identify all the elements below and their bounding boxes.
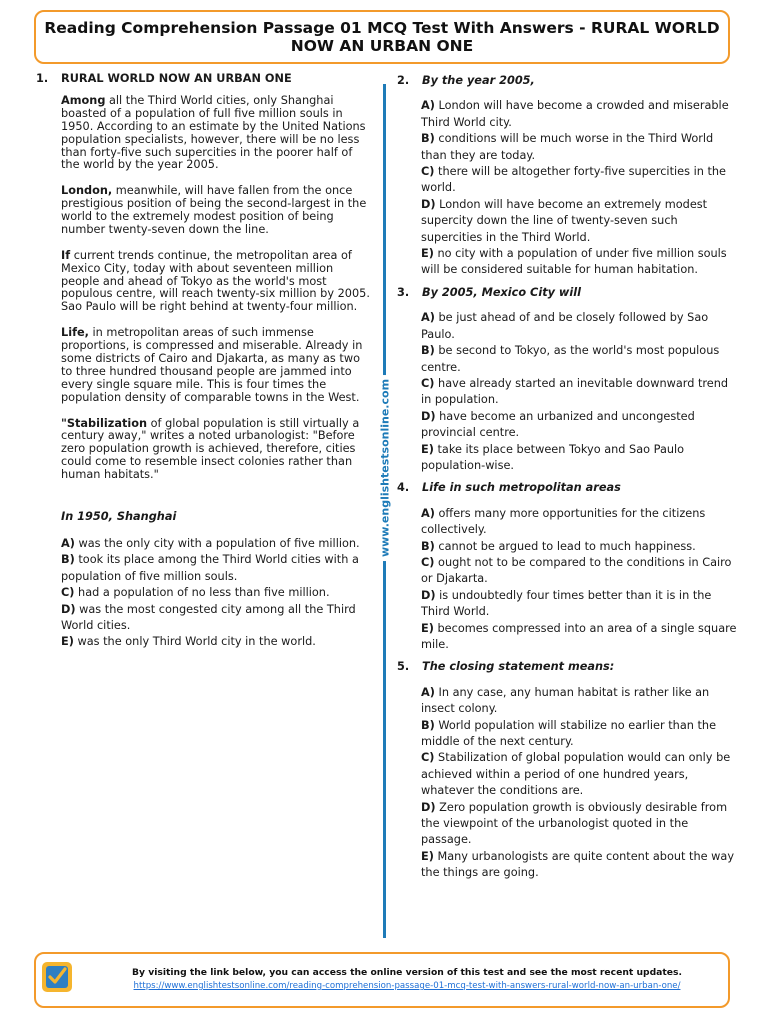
option-text: World population will stabilize no earlier than the middle of the next century. <box>421 718 717 749</box>
paragraph-text: all the Third World cities, only Shanghai boasted of a population of full five million souls in 1950. According to an estimate by the United Nations population specialists, however, there will be no less than forty-five such supercities in the poorer half of the world by the year 2005. <box>61 93 366 172</box>
option-text: London will have become a crowded and miserable Third World city. <box>421 99 729 129</box>
question-stem: By the year 2005, <box>422 74 535 87</box>
question-stem: By 2005, Mexico City will <box>422 285 581 299</box>
checkmark-icon <box>46 966 68 988</box>
passage-paragraph <box>61 250 374 315</box>
option-letter: B) <box>421 539 435 553</box>
option-b[interactable] <box>421 343 737 376</box>
option-text: no city with a population of under five million souls will be considered suitable for human habitation. <box>421 247 727 277</box>
option-e[interactable] <box>421 442 737 475</box>
option-letter: E) <box>421 247 434 261</box>
question-5-options <box>421 685 737 882</box>
option-text: cannot be argued to lead to much happiness. <box>434 539 696 553</box>
passage-paragraph <box>61 327 374 404</box>
question-number: 2. <box>397 74 410 87</box>
option-text: have become an urbanized and uncongested provincial centre. <box>421 409 695 440</box>
option-c[interactable] <box>421 750 737 799</box>
option-letter: D) <box>421 800 436 814</box>
option-letter: B) <box>421 718 435 732</box>
checkbox-logo-icon <box>42 962 72 992</box>
option-letter: C) <box>421 751 435 765</box>
option-text: was the only Third World city in the world. <box>73 635 316 649</box>
page-title: Reading Comprehension Passage 01 MCQ Test With Answers - RURAL WORLD NOW AN URBAN ONE <box>44 19 720 55</box>
option-c[interactable] <box>61 585 374 601</box>
option-d[interactable] <box>421 197 737 246</box>
option-text: Zero population growth is obviously desirable from the viewpoint of the urbanologist quoted in the passage. <box>421 800 728 847</box>
option-text: In any case, any human habitat is rather like an insect colony. <box>421 685 710 716</box>
question-number: 5. <box>397 660 410 674</box>
question-number: 3. <box>397 285 410 299</box>
question-4-heading <box>397 480 737 496</box>
option-a[interactable] <box>421 98 737 131</box>
option-letter: C) <box>421 555 435 569</box>
paragraph-lead: Life, <box>61 326 89 340</box>
option-text: be second to Tokyo, as the world's most populous centre. <box>421 344 720 374</box>
option-d[interactable] <box>61 602 374 635</box>
question-4-options <box>421 506 737 654</box>
option-text: take its place between Tokyo and Sao Paulo population-wise. <box>421 442 685 472</box>
title-box <box>34 10 730 64</box>
option-b[interactable] <box>421 718 737 751</box>
option-letter: B) <box>421 344 435 358</box>
passage-paragraph <box>61 185 374 237</box>
option-c[interactable] <box>421 555 737 588</box>
questions-column <box>397 73 737 888</box>
option-letter: A) <box>421 99 435 113</box>
option-letter: B) <box>61 553 75 567</box>
side-watermark-url: www.englishtestsonline.com <box>379 375 392 561</box>
paragraph-lead: "Stabilization <box>61 416 148 430</box>
question-stem: Life in such metropolitan areas <box>422 481 621 495</box>
option-letter: C) <box>61 586 75 600</box>
option-text: offers many more opportunities for the citizens collectively. <box>421 506 706 537</box>
question-1-options <box>61 536 374 651</box>
footer-link[interactable]: https://www.englishtestsonline.com/reading-comprehension-passage-01-mcq-test-with-answers-rural-world-now-an-urban-one/ <box>133 981 681 991</box>
option-letter: D) <box>421 409 436 423</box>
option-letter: A) <box>421 506 435 520</box>
passage-heading-row <box>36 73 374 86</box>
option-d[interactable] <box>421 409 737 442</box>
paragraph-lead: Among <box>61 93 106 107</box>
option-d[interactable] <box>421 588 737 621</box>
footer-box <box>34 952 730 1008</box>
option-a[interactable] <box>421 310 737 343</box>
paragraph-lead: London, <box>61 184 113 198</box>
option-text: Many urbanologists are quite content about the way the things are going. <box>421 849 735 880</box>
passage-column <box>36 73 374 651</box>
option-d[interactable] <box>421 800 737 849</box>
option-text: took its place among the Third World cities with a population of five million souls. <box>61 553 359 583</box>
option-text: ought not to be compared to the conditions in Cairo or Djakarta. <box>421 555 732 586</box>
paragraph-lead: If <box>61 248 71 262</box>
option-e[interactable] <box>61 634 374 650</box>
option-letter: E) <box>61 635 74 649</box>
option-text: had a population of no less than five million. <box>74 586 330 600</box>
passage-number: 1. <box>36 72 49 85</box>
option-text: was the only city with a population of five million. <box>74 536 360 550</box>
option-letter: E) <box>421 621 434 635</box>
option-b[interactable] <box>421 131 737 164</box>
option-text: conditions will be much worse in the Third World than they are today. <box>421 132 714 162</box>
paragraph-text: current trends continue, the metropolitan area of Mexico City, today with about seventeen million people and ahead of Tokyo as the world's most populous centre, will reach twenty-six million by 2005. Sao Paulo will be right behind at twenty-four million. <box>61 248 370 314</box>
option-text: Stabilization of global population would can only be achieved within a period of one hundred years, whatever the conditions are. <box>421 751 731 798</box>
paragraph-text: in metropolitan areas of such immense proportions, is compressed and miserable. Already in some districts of Cairo and Djakarta, as many as two to three hundred thousand people are jammed into every single square mile. This is four times the population density of comparable towns in the West. <box>61 326 363 404</box>
question-stem: The closing statement means: <box>422 660 615 674</box>
passage-paragraph <box>61 418 374 483</box>
passage-heading: RURAL WORLD NOW AN URBAN ONE <box>61 72 292 85</box>
footer-text: By visiting the link below, you can access the online version of this test and see the most recent updates. <box>132 967 682 978</box>
question-1-stem: In 1950, Shanghai <box>61 510 177 524</box>
option-letter: D) <box>61 602 76 616</box>
checkbox-logo-inner <box>46 966 68 988</box>
option-letter: B) <box>421 132 435 146</box>
option-letter: D) <box>421 588 436 602</box>
option-e[interactable] <box>421 621 737 654</box>
option-text: have already started an inevitable downward trend in population. <box>421 376 729 407</box>
option-letter: A) <box>61 536 75 550</box>
option-e[interactable] <box>421 246 737 279</box>
question-3-options <box>421 310 737 474</box>
option-letter: E) <box>421 442 434 456</box>
question-2-heading <box>397 73 737 89</box>
option-text: becomes compressed into an area of a single square mile. <box>421 621 737 651</box>
option-text: there will be altogether forty-five supercities in the world. <box>421 165 726 195</box>
question-2-options <box>421 98 737 278</box>
option-a[interactable] <box>421 506 737 539</box>
option-b[interactable] <box>61 552 374 585</box>
option-letter: A) <box>421 311 435 325</box>
option-text: was the most congested city among all the Third World cities. <box>61 602 356 632</box>
option-text: London will have become an extremely modest supercity down the line of twenty-seven such supercities in the Third World. <box>421 197 708 244</box>
option-b[interactable] <box>421 539 737 555</box>
option-letter: C) <box>421 376 435 390</box>
paragraph-text: meanwhile, will have fallen from the once prestigious position of being the second-largest in the world to the extremely modest position of being number twenty-seven down the line. <box>61 184 367 236</box>
option-a[interactable] <box>421 685 737 718</box>
question-3-heading <box>397 285 737 301</box>
question-5-heading <box>397 659 737 675</box>
option-text: is undoubtedly four times better than it is in the Third World. <box>421 588 712 619</box>
option-c[interactable] <box>421 164 737 197</box>
option-text: be just ahead of and be closely followed by Sao Paulo. <box>421 311 709 341</box>
option-letter: D) <box>421 197 436 211</box>
option-letter: E) <box>421 849 434 863</box>
paragraph-text: of global population is still virtually a century away," writes a noted urbanologist: "Before zero population growth is achieved, therefore, cities could come to resemble insect colonies rather than human habitats." <box>61 416 360 482</box>
question-number: 4. <box>397 481 410 495</box>
passage-paragraph <box>61 95 374 172</box>
option-e[interactable] <box>421 849 737 882</box>
option-c[interactable] <box>421 376 737 409</box>
option-a[interactable] <box>61 536 374 552</box>
option-letter: A) <box>421 685 435 699</box>
option-letter: C) <box>421 165 435 179</box>
